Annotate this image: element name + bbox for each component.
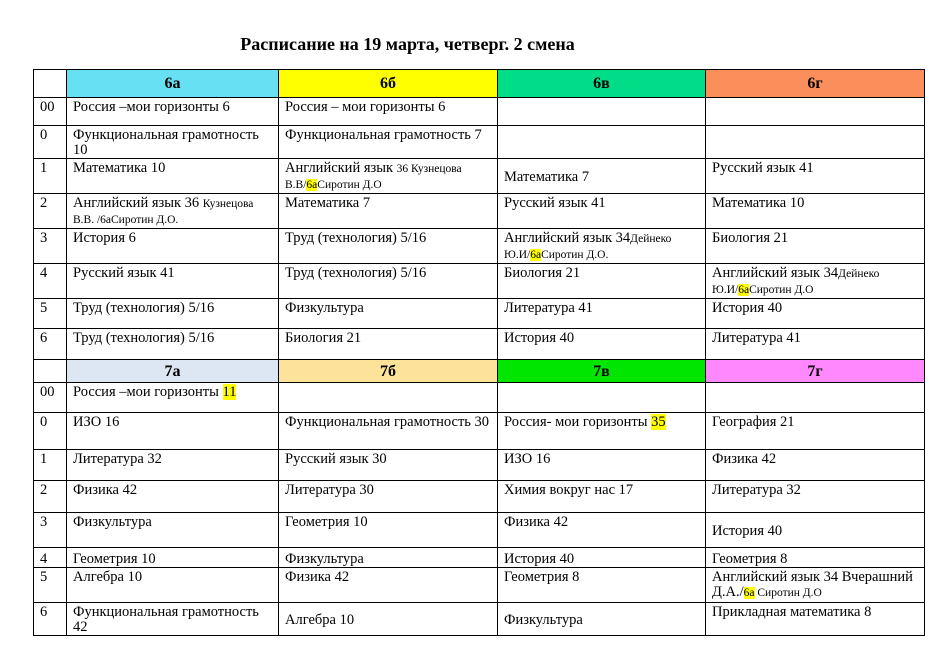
lesson-cell: Труд (технология) 5/16 <box>67 329 279 360</box>
lesson-cell: Физкультура <box>498 603 706 636</box>
lesson-cell: История 6 <box>67 229 279 264</box>
highlight-mark: 6а <box>306 179 318 191</box>
table-row <box>34 159 925 194</box>
lesson-cell: История 40 <box>706 299 925 329</box>
lesson-text: Английский язык 34 Вчерашний Д.А./ <box>712 569 913 600</box>
table-row <box>34 548 925 568</box>
lesson-cell: Литература 30 <box>279 481 498 513</box>
lesson-number: 6 <box>34 603 67 636</box>
lesson-cell: Алгебра 10 <box>67 568 279 603</box>
page-title: Расписание на 19 марта, четверг. 2 смена <box>240 34 575 54</box>
lesson-number: 5 <box>34 299 67 329</box>
lesson-cell: История 40 <box>706 513 925 548</box>
table-row <box>34 450 925 481</box>
highlight-mark: 6а <box>743 587 755 599</box>
lesson-number: 4 <box>34 548 67 568</box>
lesson-number: 00 <box>34 98 67 126</box>
lesson-cell: Физика 42 <box>498 513 706 548</box>
lesson-cell: Физика 42 <box>279 568 498 603</box>
lesson-cell: Геометрия 10 <box>67 548 279 568</box>
lesson-cell: Физика 42 <box>706 450 925 481</box>
lesson-cell <box>706 264 925 299</box>
lesson-cell: Литература 41 <box>706 329 925 360</box>
lesson-cell: Функциональная грамотность 10 <box>67 126 279 159</box>
lesson-number: 3 <box>34 229 67 264</box>
table-row <box>34 98 925 126</box>
table-row <box>34 264 925 299</box>
lesson-cell: Россия – мои горизонты 6 <box>279 98 498 126</box>
header-corner <box>34 70 67 98</box>
lesson-cell: Литература 32 <box>706 481 925 513</box>
header-row-grade-6 <box>34 70 925 98</box>
teacher-text: Дейнеко Ю.И/ <box>504 233 672 261</box>
lesson-cell: Физкультура <box>279 548 498 568</box>
highlight-mark: 35 <box>651 414 666 430</box>
lesson-number: 1 <box>34 159 67 194</box>
lesson-cell: Функциональная грамотность 7 <box>279 126 498 159</box>
lesson-text: Английский язык <box>285 160 397 176</box>
schedule-table <box>33 69 925 636</box>
table-row <box>34 513 925 548</box>
teacher-text: Сиротин Д.О <box>317 179 382 191</box>
table-row <box>34 413 925 450</box>
lesson-number: 00 <box>34 383 67 413</box>
lesson-cell: ИЗО 16 <box>498 450 706 481</box>
table-row <box>34 603 925 636</box>
table-row <box>34 329 925 360</box>
lesson-cell: Функциональная грамотность 42 <box>67 603 279 636</box>
lesson-cell: Математика 10 <box>67 159 279 194</box>
lesson-number: 1 <box>34 450 67 481</box>
lesson-text: Английский язык 36 <box>73 195 203 211</box>
lesson-cell <box>67 383 279 413</box>
header-row-grade-7 <box>34 360 925 383</box>
teacher-text: Сиротин Д.О <box>754 587 822 599</box>
lesson-cell: Алгебра 10 <box>279 603 498 636</box>
lesson-number: 5 <box>34 568 67 603</box>
lesson-cell: История 40 <box>498 329 706 360</box>
lesson-cell: Физкультура <box>279 299 498 329</box>
teacher-text: Сиротин Д.О. <box>541 249 609 261</box>
lesson-cell: Физкультура <box>67 513 279 548</box>
lesson-cell <box>498 98 706 126</box>
class-header-6a: 6а <box>67 70 279 98</box>
lesson-cell: Россия –мои горизонты 6 <box>67 98 279 126</box>
table-row <box>34 229 925 264</box>
lesson-cell <box>279 383 498 413</box>
lesson-cell: Труд (технология) 5/16 <box>279 264 498 299</box>
table-row <box>34 194 925 229</box>
class-header-7g: 7г <box>706 360 925 383</box>
lesson-cell <box>498 413 706 450</box>
lesson-cell <box>498 229 706 264</box>
lesson-number: 6 <box>34 329 67 360</box>
lesson-cell: Физика 42 <box>67 481 279 513</box>
lesson-number: 2 <box>34 194 67 229</box>
lesson-cell <box>67 194 279 229</box>
lesson-text: Россия- мои горизонты <box>504 414 652 430</box>
lesson-number: 2 <box>34 481 67 513</box>
lesson-cell: Геометрия 8 <box>498 568 706 603</box>
lesson-cell: Химия вокруг нас 17 <box>498 481 706 513</box>
table-row <box>34 383 925 413</box>
lesson-cell: ИЗО 16 <box>67 413 279 450</box>
lesson-text: Английский язык 34 <box>712 265 839 281</box>
class-header-7b: 7б <box>279 360 498 383</box>
header-corner <box>34 360 67 383</box>
lesson-cell: Биология 21 <box>498 264 706 299</box>
lesson-cell: Математика 7 <box>279 194 498 229</box>
lesson-cell: Литература 41 <box>498 299 706 329</box>
lesson-cell: Математика 10 <box>706 194 925 229</box>
lesson-number: 0 <box>34 413 67 450</box>
class-header-6g: 6г <box>706 70 925 98</box>
lesson-cell: Биология 21 <box>706 229 925 264</box>
teacher-text: Сиротин Д.О <box>749 284 814 296</box>
lesson-cell: География 21 <box>706 413 925 450</box>
teacher-text: Кузнецова В.В. /6аСиротин Д.О. <box>73 198 254 226</box>
highlight-mark: 6а <box>530 249 542 261</box>
lesson-cell: Русский язык 41 <box>498 194 706 229</box>
table-row <box>34 299 925 329</box>
class-header-7v: 7в <box>498 360 706 383</box>
lesson-cell <box>706 126 925 159</box>
class-header-6b: 6б <box>279 70 498 98</box>
lesson-text: Английский язык 34 <box>504 230 631 246</box>
table-row <box>34 126 925 159</box>
lesson-cell <box>706 383 925 413</box>
lesson-cell: Труд (технология) 5/16 <box>67 299 279 329</box>
lesson-number: 4 <box>34 264 67 299</box>
lesson-number: 0 <box>34 126 67 159</box>
lesson-number: 3 <box>34 513 67 548</box>
highlight-mark: 11 <box>222 384 237 400</box>
teacher-text: 36 Кузнецова В.В/ <box>285 163 462 191</box>
lesson-text: Россия –мои горизонты <box>73 384 223 400</box>
lesson-cell: Русский язык 41 <box>706 159 925 194</box>
teacher-text: Дейнеко Ю.И/ <box>712 268 880 296</box>
lesson-cell <box>279 159 498 194</box>
lesson-cell: Геометрия 8 <box>706 548 925 568</box>
lesson-cell: Функциональная грамотность 30 <box>279 413 498 450</box>
lesson-cell: Литература 32 <box>67 450 279 481</box>
highlight-mark: 6а <box>738 284 750 296</box>
lesson-cell: Математика 7 <box>498 159 706 194</box>
lesson-cell: Труд (технология) 5/16 <box>279 229 498 264</box>
class-header-7a: 7а <box>67 360 279 383</box>
lesson-cell <box>706 98 925 126</box>
lesson-cell: Русский язык 30 <box>279 450 498 481</box>
lesson-cell: Прикладная математика 8 <box>706 603 925 636</box>
lesson-cell: Русский язык 41 <box>67 264 279 299</box>
lesson-cell: Геометрия 10 <box>279 513 498 548</box>
lesson-cell <box>498 126 706 159</box>
lesson-cell: История 40 <box>498 548 706 568</box>
class-header-6v: 6в <box>498 70 706 98</box>
table-row <box>34 568 925 603</box>
lesson-cell <box>706 568 925 603</box>
table-row <box>34 481 925 513</box>
lesson-cell <box>498 383 706 413</box>
lesson-cell: Биология 21 <box>279 329 498 360</box>
